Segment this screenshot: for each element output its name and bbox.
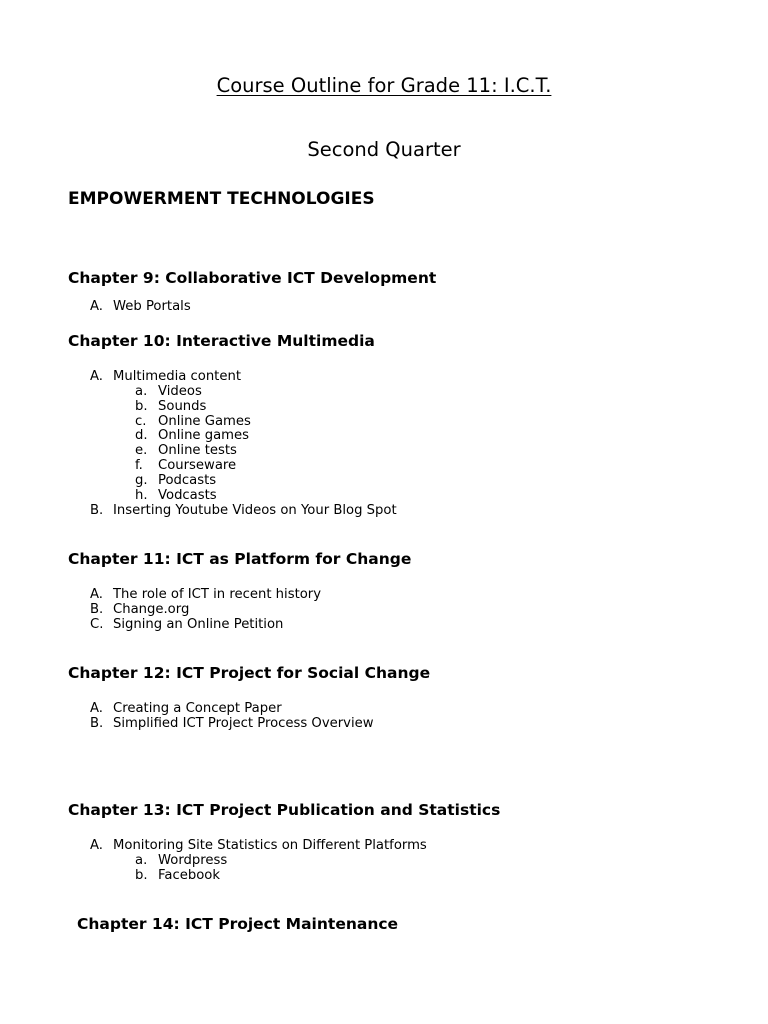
list-subitem bbox=[135, 488, 217, 503]
section-heading: EMPOWERMENT TECHNOLOGIES bbox=[68, 189, 375, 209]
list-subitem bbox=[135, 443, 237, 458]
list-subitem bbox=[135, 458, 236, 473]
list-marker: a. bbox=[135, 853, 148, 868]
list-subitem bbox=[135, 473, 216, 488]
list-item bbox=[90, 716, 374, 731]
list-marker: d. bbox=[135, 428, 148, 443]
list-marker: h. bbox=[135, 488, 148, 503]
chapter-heading: Chapter 12: ICT Project for Social Change bbox=[68, 664, 431, 682]
list-item bbox=[90, 587, 321, 602]
list-item-text: Videos bbox=[158, 384, 202, 399]
list-item-text: Online tests bbox=[158, 443, 237, 458]
chapter-heading: Chapter 10: Interactive Multimedia bbox=[68, 332, 375, 350]
list-item-text: Simplified ICT Project Process Overview bbox=[113, 716, 374, 731]
list-marker: B. bbox=[90, 716, 104, 731]
list-marker: f. bbox=[135, 458, 143, 473]
list-item-text: Multimedia content bbox=[113, 369, 241, 384]
list-item bbox=[90, 299, 191, 314]
chapter-heading: Chapter 13: ICT Project Publication and Statistics bbox=[68, 801, 501, 819]
list-subitem bbox=[135, 384, 202, 399]
list-subitem bbox=[135, 399, 206, 414]
list-marker: B. bbox=[90, 503, 104, 518]
list-item-text: Monitoring Site Statistics on Different Platforms bbox=[113, 838, 427, 853]
list-item-text: Signing an Online Petition bbox=[113, 617, 284, 632]
list-marker: b. bbox=[135, 399, 148, 414]
list-item bbox=[90, 503, 397, 518]
list-marker: A. bbox=[90, 299, 103, 314]
list-marker: C. bbox=[90, 617, 104, 632]
list-subitem bbox=[135, 414, 251, 429]
list-item-text: Sounds bbox=[158, 399, 207, 414]
list-item bbox=[90, 602, 189, 617]
list-item-text: The role of ICT in recent history bbox=[113, 587, 322, 602]
list-item bbox=[90, 701, 282, 716]
list-item bbox=[90, 838, 427, 853]
list-marker: c. bbox=[135, 414, 147, 429]
list-item-text: Creating a Concept Paper bbox=[113, 701, 282, 716]
list-item-text: Courseware bbox=[158, 458, 237, 473]
document-title: Course Outline for Grade 11: I.C.T. bbox=[216, 74, 552, 97]
list-marker: B. bbox=[90, 602, 104, 617]
list-item-text: Web Portals bbox=[113, 299, 191, 314]
list-marker: A. bbox=[90, 838, 103, 853]
list-item-text: Podcasts bbox=[158, 473, 217, 488]
list-item-text: Facebook bbox=[158, 868, 220, 883]
list-subitem bbox=[135, 853, 227, 868]
list-item-text: Inserting Youtube Videos on Your Blog Spot bbox=[113, 503, 397, 518]
list-marker: b. bbox=[135, 868, 148, 883]
document-subtitle: Second Quarter bbox=[307, 138, 461, 161]
list-subitem bbox=[135, 428, 249, 443]
chapter-heading: Chapter 11: ICT as Platform for Change bbox=[68, 550, 412, 568]
list-item-text: Online games bbox=[158, 428, 250, 443]
chapter-heading: Chapter 14: ICT Project Maintenance bbox=[77, 915, 399, 933]
list-item-text: Vodcasts bbox=[158, 488, 217, 503]
list-marker: a. bbox=[135, 384, 148, 399]
list-marker: A. bbox=[90, 587, 103, 602]
list-marker: e. bbox=[135, 443, 148, 458]
list-item-text: Change.org bbox=[113, 602, 190, 617]
list-item-text: Online Games bbox=[158, 414, 251, 429]
list-marker: A. bbox=[90, 369, 103, 384]
list-subitem bbox=[135, 868, 220, 883]
chapter-heading: Chapter 9: Collaborative ICT Development bbox=[68, 269, 437, 287]
list-marker: g. bbox=[135, 473, 148, 488]
list-item-text: Wordpress bbox=[158, 853, 228, 868]
list-marker: A. bbox=[90, 701, 103, 716]
list-item bbox=[90, 617, 283, 632]
list-item bbox=[90, 369, 241, 384]
